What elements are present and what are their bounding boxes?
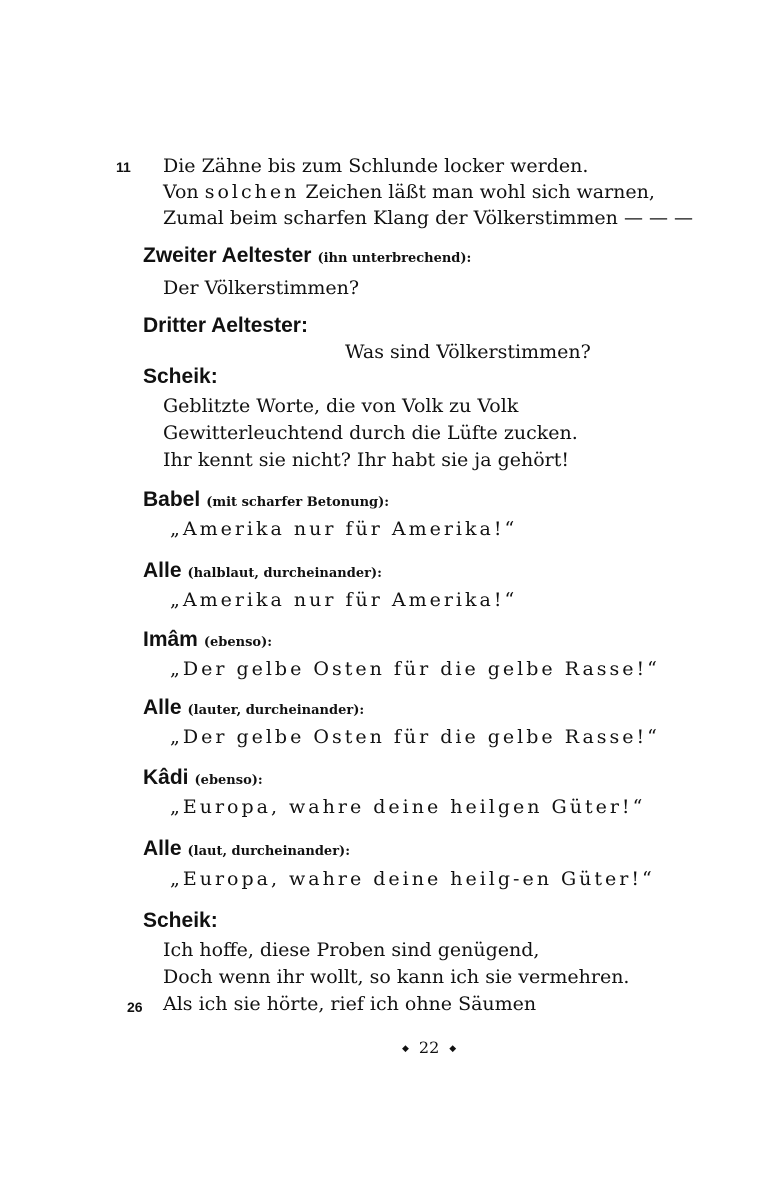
page-number: 22 — [418, 1038, 440, 1057]
speaker-name: Dritter Aeltester: — [143, 314, 308, 337]
speaker-heading — [143, 908, 218, 934]
speech-line: Was sind Völkerstimmen? — [345, 341, 591, 363]
stage-direction: (halblaut, durcheinander): — [187, 566, 382, 581]
stage-direction: (lauter, durcheinander): — [187, 703, 365, 718]
speech-line: Doch wenn ihr wollt, so kann ich sie vermehren. — [163, 966, 630, 988]
speaker-heading — [143, 765, 263, 794]
speech-line: „Amerika nur für Amerika!“ — [170, 589, 518, 611]
speaker-heading — [143, 313, 308, 339]
stage-direction: (mit scharfer Betonung): — [206, 495, 390, 510]
speech-line: „Europa, wahre deine heilgen Güter!“ — [170, 796, 646, 818]
speech-line: Als ich sie hörte, rief ich ohne Säumen — [163, 993, 537, 1015]
verse-line: Zumal beim scharfen Klang der Völkerstimmen — — — — [163, 207, 694, 229]
stage-direction: (ihn unterbrechend): — [317, 251, 472, 266]
speaker-name: Alle — [143, 696, 182, 719]
page-footer — [392, 1038, 466, 1057]
speaker-name: Babel — [143, 488, 201, 511]
verse-line: Von solchen Zeichen läßt man wohl sich warnen, — [163, 181, 655, 203]
line-number: 26 — [127, 999, 143, 1015]
speech-line: Geblitzte Worte, die von Volk zu Volk — [163, 395, 519, 417]
ornament-icon: ◆ — [402, 1044, 409, 1054]
speaker-heading — [143, 627, 272, 656]
speaker-heading — [143, 558, 382, 587]
speech-line: Der Völkerstimmen? — [163, 277, 360, 299]
speaker-heading — [143, 487, 389, 516]
speaker-name: Imâm — [143, 628, 198, 651]
speaker-heading — [143, 836, 350, 865]
speaker-name: Alle — [143, 837, 182, 860]
speech-line: „Europa, wahre deine heilg-en Güter!“ — [170, 868, 655, 890]
speech-line: Ich hoffe, diese Proben sind genügend, — [163, 939, 540, 961]
speaker-heading — [143, 243, 471, 272]
speaker-name: Scheik: — [143, 365, 218, 388]
speech-line: „Amerika nur für Amerika!“ — [170, 518, 518, 540]
speaker-name: Scheik: — [143, 909, 218, 932]
speaker-name: Zweiter Aeltester — [143, 244, 312, 267]
speaker-heading — [143, 695, 364, 724]
stage-direction: (ebenso): — [194, 773, 263, 788]
speaker-name: Alle — [143, 559, 182, 582]
stage-direction: (laut, durcheinander): — [187, 844, 350, 859]
stage-direction: (ebenso): — [203, 635, 273, 650]
speech-line: „Der gelbe Osten für die gelbe Rasse!“ — [170, 658, 660, 680]
speaker-name: Kâdi — [143, 766, 189, 789]
ornament-icon: ◆ — [449, 1044, 457, 1054]
verse-line: Die Zähne bis zum Schlunde locker werden. — [163, 155, 589, 177]
speaker-heading — [143, 364, 218, 390]
speech-line: Gewitterleuchtend durch die Lüfte zucken. — [163, 422, 578, 444]
speech-line: „Der gelbe Osten für die gelbe Rasse!“ — [170, 726, 660, 748]
speech-line: Ihr kennt sie nicht? Ihr habt sie ja gehört! — [163, 449, 570, 471]
line-number: 11 — [116, 159, 131, 175]
